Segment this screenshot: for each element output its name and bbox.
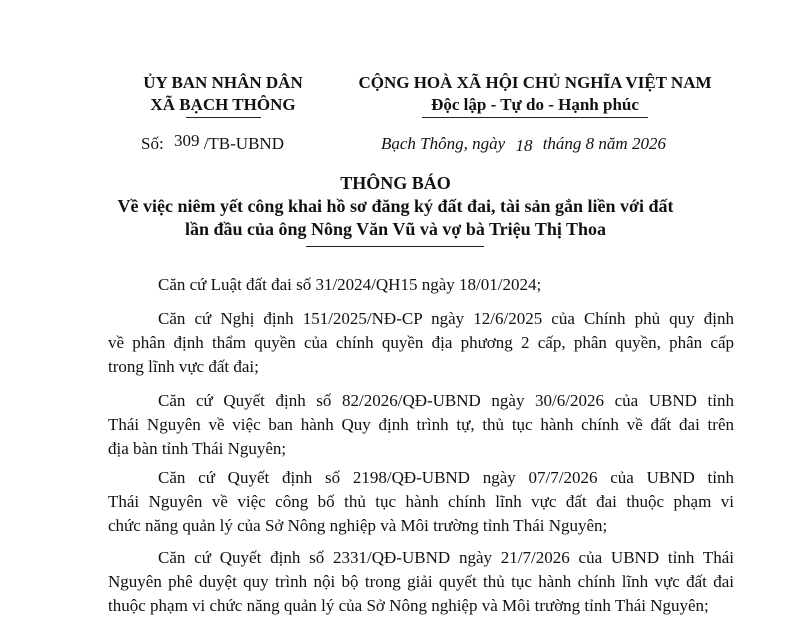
paragraph-legal-basis-3 (108, 389, 734, 461)
agency-name: ỦY BAN NHÂN DÂN (143, 73, 303, 92)
paragraph-legal-basis-4 (108, 466, 734, 538)
motto-underline (422, 117, 648, 118)
date-year: năm 2026 (598, 134, 666, 153)
date-month: 8 (585, 134, 595, 153)
paragraph-legal-basis-5 (108, 546, 734, 618)
paragraph-line: Căn cứ Quyết định số 82/2026/QĐ-UBND ngày 30/6/2026 của UBND tỉnh (158, 391, 734, 410)
doc-number-value: 309 (173, 131, 200, 150)
commune-name: XÃ BẠCH THÔNG (150, 95, 296, 114)
agency-underline (186, 117, 261, 118)
date-day: 18 (515, 136, 533, 155)
document-subject-line1: Về việc niêm yết công khai hồ sơ đăng ký đất đai, tài sản gắn liền với đất (117, 196, 674, 216)
date-place: Bạch Thông, ngày (381, 134, 506, 153)
paragraph-line: Thái Nguyên về việc ban hành Quy định trình tự, thủ tục hành chính về đất đai trên (108, 415, 734, 434)
paragraph-line: Căn cứ Quyết định số 2198/QĐ-UBND ngày 07/7/2026 của UBND tỉnh (158, 468, 734, 487)
date-line (381, 134, 666, 154)
doc-number-suffix: /TB-UBND (203, 134, 284, 153)
paragraph-line: Căn cứ Quyết định số 2331/QĐ-UBND ngày 21/7/2026 của UBND tỉnh Thái (158, 548, 734, 567)
date-month-label: tháng (542, 134, 582, 153)
paragraph-legal-basis-2 (108, 307, 734, 379)
paragraph-line: Căn cứ Luật đất đai số 31/2024/QH15 ngày 18/01/2024; (158, 275, 542, 294)
document-title: THÔNG BÁO (340, 173, 451, 193)
paragraph-line: trong lĩnh vực đất đai; (108, 357, 259, 376)
paragraph-line: thuộc phạm vi chức năng quản lý của Sở Nông nghiệp và Môi trường tỉnh Thái Nguyên; (108, 596, 709, 615)
doc-number-prefix: Số: (141, 134, 164, 153)
paragraph-legal-basis-1 (108, 273, 734, 297)
nation-motto: Độc lập - Tự do - Hạnh phúc (431, 95, 639, 114)
paragraph-line: Nguyên phê duyệt quy trình nội bộ trong giải quyết thủ tục hành chính lĩnh vực đất đai (108, 572, 734, 591)
paragraph-line: về phân định thẩm quyền của chính quyền địa phương 2 cấp, phân quyền, phân cấp (108, 333, 734, 352)
paragraph-line: địa bàn tỉnh Thái Nguyên; (108, 439, 287, 458)
paragraph-line: chức năng quản lý của Sở Nông nghiệp và Môi trường tỉnh Thái Nguyên; (108, 516, 608, 535)
document-subject-line2: lần đầu của ông Nông Văn Vũ và vợ bà Triệu Thị Thoa (184, 219, 607, 239)
nation-name: CỘNG HOÀ XÃ HỘI CHỦ NGHĨA VIỆT NAM (358, 73, 712, 92)
paragraph-line: Căn cứ Nghị định 151/2025/NĐ-CP ngày 12/6/2025 của Chính phủ quy định (158, 309, 734, 328)
paragraph-line: Thái Nguyên về việc công bố thủ tục hành chính lĩnh vực đất đai thuộc phạm vi (108, 492, 734, 511)
document-number (141, 131, 284, 154)
subject-underline (306, 246, 484, 247)
